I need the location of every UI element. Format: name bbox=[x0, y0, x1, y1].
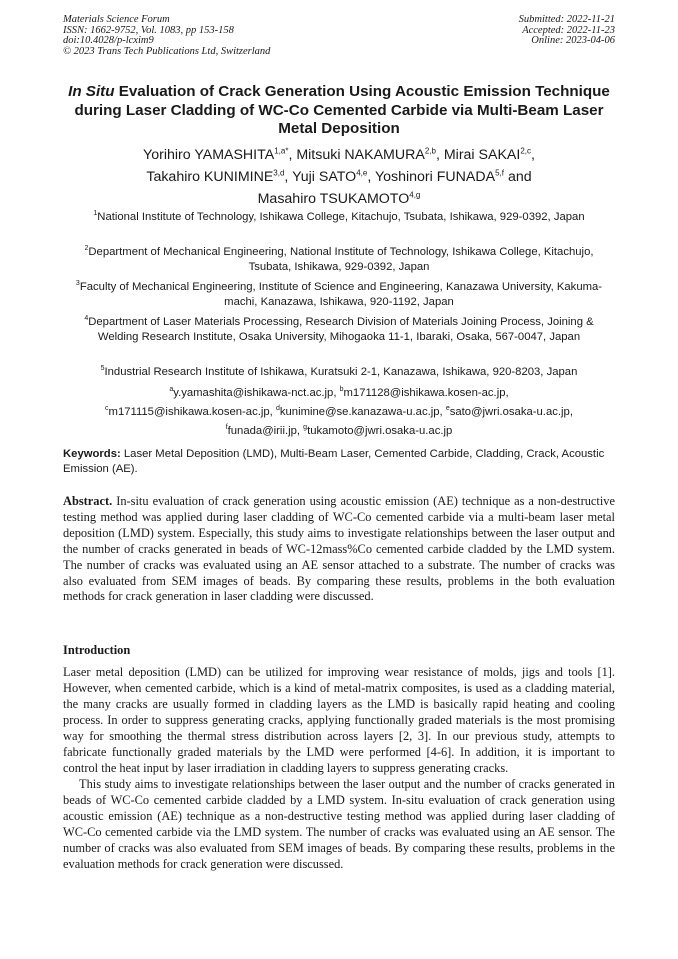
email-address: kunimine@se.kanazawa-u.ac.jp bbox=[279, 405, 440, 418]
author bbox=[258, 191, 421, 207]
author-name: Yoshinori FUNADA bbox=[374, 168, 496, 185]
author-sep: , bbox=[435, 146, 444, 163]
author-affil: 4,g bbox=[409, 190, 421, 200]
email-sep: , bbox=[569, 405, 573, 418]
abstract-label: Abstract. bbox=[63, 494, 113, 508]
author bbox=[146, 169, 292, 185]
copyright: © 2023 Trans Tech Publications Ltd, Switzerland bbox=[63, 45, 271, 57]
author-name: Yuji SATO bbox=[292, 168, 357, 185]
email-list bbox=[66, 382, 612, 439]
keywords-text: Laser Metal Deposition (LMD), Multi-Beam Laser, Cemented Carbide, Cladding, Crack, Acoustic Emission (AE). bbox=[63, 448, 605, 475]
email-address: m171115@ishikawa.kosen-ac.jp bbox=[108, 405, 270, 418]
affiliation bbox=[66, 276, 612, 310]
abstract bbox=[63, 494, 615, 605]
submitted-date: Submitted: 2022-11-21 bbox=[518, 14, 615, 25]
keywords-label: Keywords: bbox=[63, 448, 121, 460]
email-entry bbox=[446, 406, 573, 418]
email-sep: , bbox=[296, 424, 304, 437]
author bbox=[292, 169, 375, 185]
introduction-body bbox=[63, 664, 615, 872]
email-label: e bbox=[445, 405, 450, 413]
affiliation bbox=[66, 361, 612, 380]
affiliation bbox=[66, 241, 612, 275]
affiliation-text: Industrial Research Institute of Ishikawa, Kuratsuki 2-1, Kanazawa, Ishikawa, 920-8203, Japan bbox=[104, 365, 578, 378]
author-sep: , bbox=[288, 146, 297, 163]
section-heading-introduction: Introduction bbox=[63, 643, 131, 657]
paragraph: This study aims to investigate relationships between the laser output and the number of cracks generated in beads of WC-Co cemented carbide cladded by a LMD system. In-situ evaluation of crack generation using acoustic emission (AE) technique as a non-destructive testing method was applied during laser cladding of WC-Co cemented carbide via the LMD system. The number of cracks was evaluated using an AE sensor. The number of cracks was also evaluated from SEM images of beads. By comparing these results, problems in the evaluation methods for crack generation were discussed. bbox=[63, 777, 615, 871]
issn-volume: ISSN: 1662-9752, Vol. 1083, pp 153-158 bbox=[63, 24, 234, 36]
paragraph: Laser metal deposition (LMD) can be utilized for improving wear resistance of molds, jigs and tools [1]. However, when cemented carbide, which is a kind of metal-matrix composites, is used as a cladding material, the many cracks are usually formed in cladding layers as the LMD is basically rapid heating and cooling process. In order to suppress generating cracks, applying functionally graded materials is the most promising way for smoothing the thermal stress distribution across layers [2, 3]. In our previous study, attempts to fabricate functionally graded materials by the LMD were performed [4-6]. In addition, it is important to control the heat input by laser irradiation in cladding layers to suppress generating cracks. bbox=[63, 665, 615, 775]
journal-name: Materials Science Forum bbox=[63, 14, 170, 25]
email-entry bbox=[340, 387, 509, 399]
abstract-text: In-situ evaluation of crack generation using acoustic emission (AE) technique as a non-destructive testing method was applied during laser cladding of WC-Co cemented carbide via a multi-beam laser metal deposition (LMD) system. Especially, this study aims to investigate relationships between the laser output and the number of cracks generated in beads of WC-12mass%Co cemented carbide cladded by the LMD system. The number of cracks was evaluated using an AE sensor attached to a substrate. The number of cracks was also evaluated from SEM images of beads. By comparing these results, problems in the both evaluation methods for crack generation in laser cladding were discussed. bbox=[63, 494, 615, 604]
affiliation-text: National Institute of Technology, Ishikawa College, Kitachujo, Tsubata, Ishikawa, 929-0392, Japan bbox=[97, 210, 585, 223]
affiliation-number: 3 bbox=[75, 280, 80, 287]
email-address: m171128@ishikawa.kosen-ac.jp bbox=[343, 386, 506, 399]
email-address: sato@jwri.osaka-u.ac.jp bbox=[449, 405, 570, 418]
author-name: Takahiro KUNIMINE bbox=[146, 168, 274, 185]
affiliation bbox=[66, 206, 612, 225]
author bbox=[296, 147, 444, 163]
author-affil: 1,a* bbox=[274, 146, 289, 155]
author-sep: , bbox=[531, 146, 535, 163]
affiliation bbox=[66, 311, 612, 345]
email-label: f bbox=[225, 424, 228, 432]
author-affil: 4,e bbox=[356, 168, 368, 178]
author-affil: 5,f bbox=[495, 168, 504, 178]
author-name: Yorihiro YAMASHITA bbox=[143, 146, 275, 163]
email-address: y.yamashita@ishikawa-nct.ac.jp bbox=[173, 386, 334, 399]
author-affil: 2,c bbox=[520, 146, 531, 155]
publication-dates bbox=[519, 15, 615, 47]
email-label: a bbox=[169, 386, 174, 393]
author bbox=[143, 147, 296, 163]
email-label: c bbox=[105, 405, 109, 413]
accepted-date: Accepted: 2022-11-23 bbox=[522, 24, 615, 36]
email-entry bbox=[169, 387, 339, 399]
author-name: Masahiro TSUKAMOTO bbox=[257, 191, 410, 208]
title-italic: In Situ bbox=[68, 83, 115, 100]
author-sep: , bbox=[284, 168, 293, 185]
doi: doi:10.4028/p-lcxim9 bbox=[63, 35, 154, 47]
online-date: Online: 2023-04-06 bbox=[531, 35, 615, 47]
journal-info bbox=[63, 15, 270, 57]
email-label: g bbox=[303, 424, 308, 432]
paper-title bbox=[63, 83, 615, 139]
author-list bbox=[63, 142, 615, 208]
author-name: Mirai SAKAI bbox=[443, 146, 521, 163]
email-label: b bbox=[339, 386, 344, 393]
affiliation-text: Faculty of Mechanical Engineering, Institute of Science and Engineering, Kanazawa University, Kakuma-machi, Kanazawa, Ishikawa, 920-1192, Japan bbox=[79, 280, 603, 309]
affiliation-number: 2 bbox=[84, 245, 89, 252]
affiliation-number: 5 bbox=[100, 365, 105, 372]
author-affil: 3,d bbox=[273, 168, 285, 178]
author-affil: 2,b bbox=[424, 146, 436, 155]
email-entry bbox=[276, 406, 446, 418]
email-sep: , bbox=[439, 405, 446, 418]
affiliation-number: 1 bbox=[93, 210, 98, 217]
author bbox=[375, 169, 532, 185]
affiliation-text: Department of Mechanical Engineering, National Institute of Technology, Ishikawa College, Kitachujo, Tsubata, Ishikawa, 929-0392, Japan bbox=[88, 245, 594, 274]
title-rest: Evaluation of Crack Generation Using Acoustic Emission Technique during Laser Cladding of WC-Co Cemented Carbide via Multi-Beam Laser Metal Deposition bbox=[74, 83, 610, 138]
author-name: Mitsuki NAKAMURA bbox=[296, 146, 425, 163]
keywords bbox=[63, 447, 615, 477]
email-entry bbox=[226, 425, 303, 437]
email-label: d bbox=[275, 405, 280, 413]
email-entry bbox=[303, 425, 452, 437]
email-address: tukamoto@jwri.osaka-u.ac.jp bbox=[307, 424, 453, 437]
author-sep: , bbox=[367, 168, 375, 185]
email-sep: , bbox=[269, 405, 276, 418]
author-sep: and bbox=[504, 168, 532, 185]
email-entry bbox=[105, 406, 276, 418]
affiliation-text: Department of Laser Materials Processing, Research Division of Materials Joining Process, Joining & Welding Research Institute, Osaka University, Mihogaoka 11-1, Ibaraki, Osaka, 567-0047, Japan bbox=[88, 315, 594, 344]
email-sep: , bbox=[505, 386, 509, 399]
email-sep: , bbox=[333, 386, 340, 399]
author bbox=[444, 147, 535, 163]
email-address: funada@irii.jp bbox=[227, 424, 297, 437]
affiliation-number: 4 bbox=[84, 315, 89, 322]
